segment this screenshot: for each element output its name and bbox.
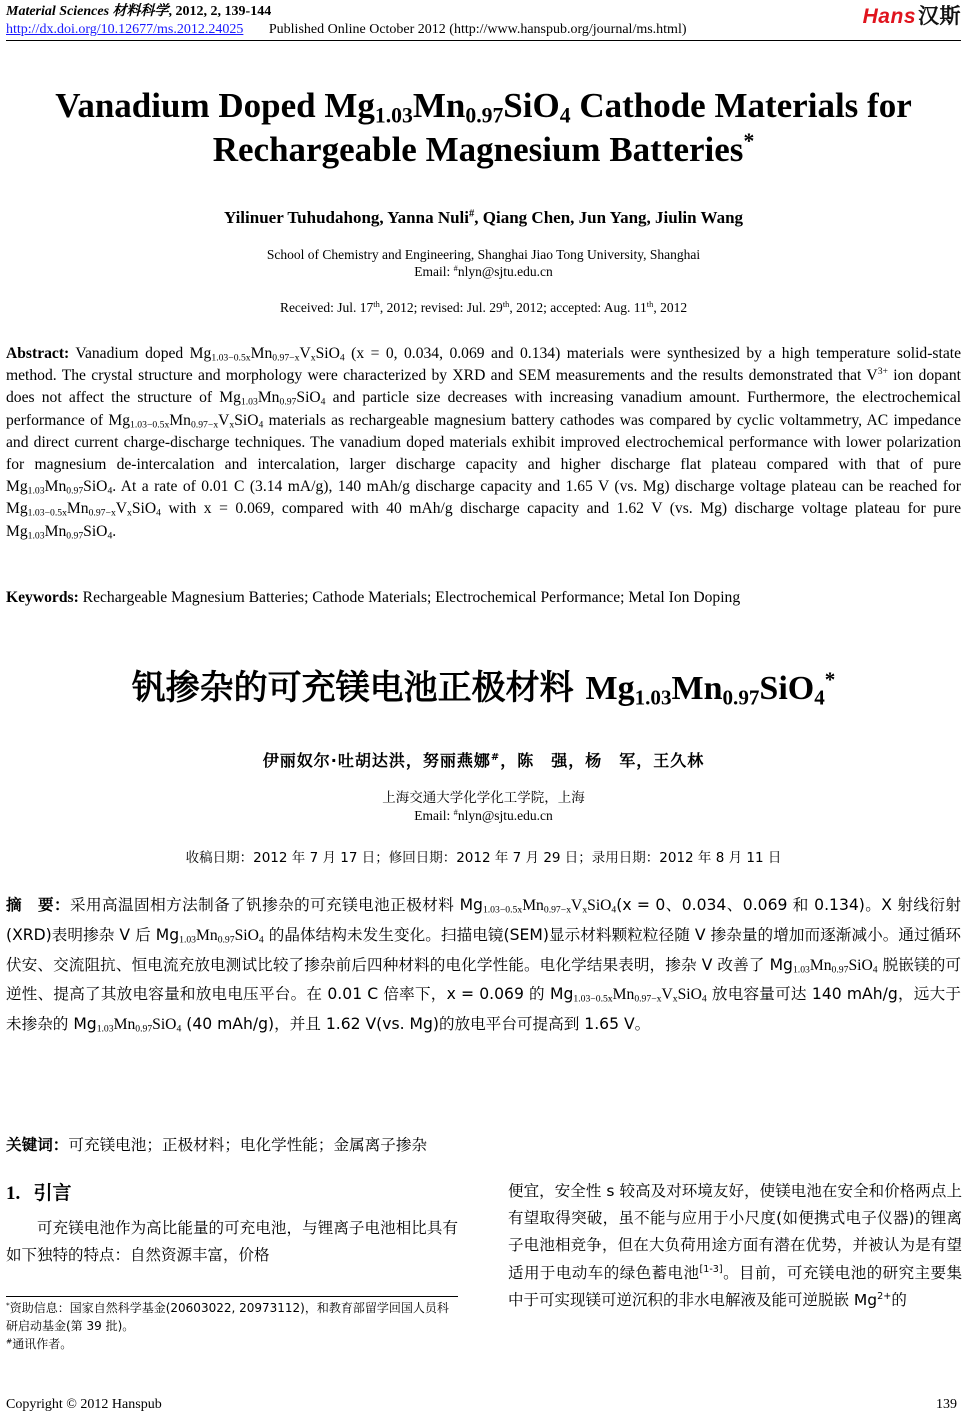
keywords-cn: 关键词：可充镁电池；正极材料；电化学性能；金属离子掺杂 [6, 1136, 428, 1154]
intro-paragraph-left: 可充镁电池作为高比能量的可充电池，与锂离子电池相比具有如下独特的特点：自然资源丰富，价格 [6, 1219, 458, 1264]
intro-left-column [6, 1178, 458, 1269]
email-cn[interactable]: nlyn@sjtu.edu.cn [457, 808, 553, 823]
authors-en: Yilinuer Tuhudahong, Yanna Nuli#, Qiang Chen, Jun Yang, Jiulin Wang [223, 208, 744, 227]
journal-name-cn: 材料科学 [112, 4, 169, 19]
received-dates-en: Received: Jul. 17th, 2012; revised: Jul. 29th, 2012; accepted: Aug. 11th, 2012 [279, 299, 688, 315]
intro-right-column: 便宜，安全性 s 较高及对环境友好，使镁电池在安全和价格两点上有望取得突破，虽不能与应用于小尺度(如便携式电子仪器)的锂离子电池相竞争，但在大负荷用途方面有潜在优势，并被认为是有望适用于电动车的绿色蓄电池[1-3]。目前，可充镁电池的研究主要集中于可实现镁可逆沉积的非水电解液及能可逆脱嵌 $Mg^{2+}$的 [508, 1182, 962, 1309]
doi-link[interactable]: http://dx.doi.org/10.12677/ms.2012.24025 [6, 22, 244, 37]
corresponding-footnote: 通讯作者。 [12, 1337, 73, 1351]
received-dates-cn: 收稿日期：2012 年 7 月 17 日；修回日期：2012 年 7 月 29 日；录用日期：2012 年 8 月 11 日 [185, 850, 782, 866]
abstract-cn: 摘 要：采用高温固相方法制备了钒掺杂的可充镁电池正极材料 $Mg_{1.03-0.5x}Mn_{0.97-x}V_xSiO_4(x = 0$、0.034、0.069 和 0.134)。X 射线衍射(XRD)表明掺杂 V 后 $Mg_{1.03}Mn_{0.97}SiO_4$ 的晶体结构未发生变化。扫描电镜(SEM)显示材料颗粒粒径随 V 掺杂量的增加而逐渐减小。通过循环伏安、交流阻抗、恒电流充放电测试比较了掺杂前后四种材料的电化学性能。电化学结果表明，掺杂 V 改善了 $Mg_{1.03}Mn_{0.97}SiO_4$ 脱嵌镁的可逆性、提高了其放电容量和放电电压平台。在 0.01 C 倍率下，x = 0.069 的 $Mg_{1.03-0.5x}Mn_{0.97-x}V_xSiO_4$ 放电容量可达 140 mAh/g，远大于未掺杂的 $Mg_{1.03}Mn_{0.97}SiO_4$ (40 mAh/g)，并且 1.62 V(vs. Mg)的放电平台可提高到 1.65 V。 [6, 896, 961, 1035]
email-en[interactable]: nlyn@sjtu.edu.cn [457, 264, 553, 279]
copyright-footer: Copyright © 2012 Hanspub [6, 1397, 162, 1412]
header-rule [6, 40, 961, 41]
affiliation-en: School of Chemistry and Engineering, Shanghai Jiao Tong University, Shanghai Email: #nlyn@sjtu.edu.cn [266, 247, 701, 279]
authors-cn: 伊丽奴尔·吐胡达洪，努丽燕娜#，陈 强，杨 军，王久林 [262, 751, 705, 770]
footnotes: *资助信息：国家自然科学基金(20603022, 20973112)，和教育部留学回国人员科研启动基金(第 39 批)。 #通讯作者。 [6, 1296, 458, 1353]
abstract-label: Abstract: [6, 345, 70, 362]
affiliation-cn: 上海交通大学化学化工学院，上海 Email: #nlyn@sjtu.edu.cn [382, 790, 585, 823]
hans-logo: Hans汉斯 [862, 5, 961, 28]
citation-ref[interactable]: [1-3] [699, 1263, 723, 1275]
published-online: Published Online October 2012 (http://www.hanspub.org/journal/ms.html) [268, 22, 687, 37]
journal-name: Material Sciences [6, 4, 110, 19]
page-number: 139 [936, 1397, 957, 1412]
section-heading-intro: 1. 引言 [6, 1182, 72, 1204]
paper-title-cn: 钒掺杂的可充镁电池正极材料 $Mg_{1.03}Mn_{0.97}SiO_4^*$ [131, 667, 836, 710]
abstract-en: Abstract: Vanadium doped $Mg_{1.03-0.5x}Mn_{0.97-x}V_xSiO_4$ (x = 0, 0.034, 0.069 and 0.134) materials were synthesized by a high temperature solid-state method. The crystal structure and morphology were characterized by XRD and SEM measurements and the results demonstrated that $V^{3+}$ ion dopant does not affect the structure of $Mg_{1.03}Mn_{0.97}SiO_4$ and particle size decreases with increasing vanadium amount. Furthermore, the electrochemical performance of $Mg_{1.03-0.5x}Mn_{0.97-x}V_xSiO_4$ materials as rechargeable magnesium battery cathodes was compared by cyclic voltammetry, AC impedance and direct current charge-discharge techniques. The vanadium doped materials exhibit improved electrochemical performance with lower polarization for magnesium de-intercalation and intercalation, larger discharge capacity and higher discharge flat plateau compared with that of pure $Mg_{1.03}Mn_{0.97}SiO_4$. At a rate of 0.01 C (3.14 mA/g), 140 mAh/g discharge capacity and 1.65 V (vs. Mg) discharge voltage plateau can be reached for $Mg_{1.03-0.5x}Mn_{0.97-x}V_xSiO_4$ with x = 0.069, compared with 40 mAh/g discharge capacity and 1.62 V (vs. Mg) discharge voltage plateau for pure $Mg_{1.03}Mn_{0.97}SiO_4$. [6, 345, 962, 542]
journal-issue: , 2012, 2, 139-144 [168, 4, 272, 19]
running-header [6, 3, 687, 39]
keywords-en: Keywords: Rechargeable Magnesium Batteries; Cathode Materials; Electrochemical Performance; Metal Ion Doping [6, 589, 741, 606]
funding-footnote: 资助信息：国家自然科学基金(20603022, 20973112)，和教育部留学回国人员科研启动基金(第 39 批)。 [6, 1301, 449, 1333]
paper-title-en: Vanadium Doped $Mg_{1.03}Mn_{0.97}SiO_4$ Cathode Materials for Rechargeable Magnesium Batteries* [55, 86, 912, 169]
